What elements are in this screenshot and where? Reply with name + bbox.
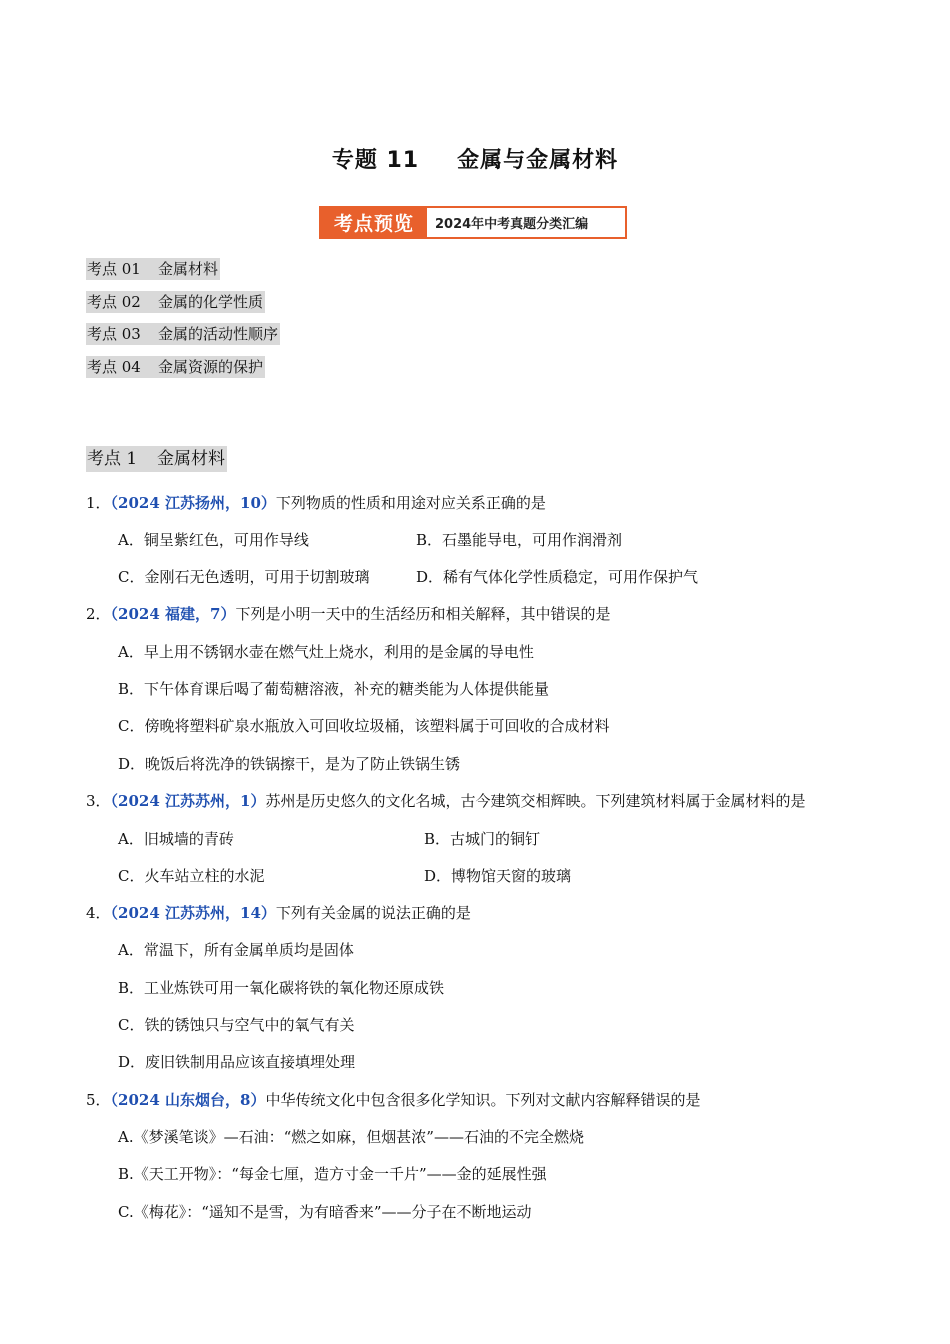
- option-a: A.《梦溪笔谈》—石油：“燃之如麻，但烟甚浓”——石油的不完全燃烧: [118, 1128, 584, 1146]
- option-d: D．晚饭后将洗净的铁锅擦干，是为了防止铁锅生锈: [118, 755, 461, 773]
- question-source: （2024 江苏苏州，1）: [110, 792, 266, 810]
- topic-label: 金属的化学性质: [158, 292, 264, 311]
- option-c: C.《梅花》：“遥知不是雪，为有暗香来”——分子在不断地运动: [118, 1203, 532, 1221]
- question-stem: [86, 603, 610, 625]
- question-number: 5．: [86, 1091, 111, 1109]
- question-stem: [86, 492, 546, 514]
- question-stem: [86, 790, 805, 812]
- option-b: B．工业炼铁可用一氧化碳将铁的氧化物还原成铁: [118, 979, 445, 997]
- option-b: B．下午体育课后喝了葡萄糖溶液，补充的糖类能为人体提供能量: [118, 680, 550, 698]
- question-stem: [86, 902, 471, 924]
- question-number: 3．: [86, 792, 111, 810]
- option-c: C．金刚石无色透明，可用于切割玻璃: [118, 568, 370, 586]
- topic-num: 考点 02: [87, 292, 141, 311]
- option-d: D．稀有气体化学性质稳定，可用作保护气: [416, 568, 699, 586]
- option-b: B.《天工开物》：“每金七厘，造方寸金一千片”——金的延展性强: [118, 1165, 547, 1183]
- question-text: 中华传统文化中包含很多化学知识。下列对文献内容解释错误的是: [265, 1091, 701, 1109]
- option-a: A．旧城墙的青砖: [118, 830, 234, 848]
- question-source: （2024 江苏扬州，10）: [110, 494, 276, 512]
- option-d: D．废旧铁制用品应该直接填埋处理: [118, 1053, 356, 1071]
- topic-label: 金属资源的保护: [158, 358, 264, 377]
- topic-item: [86, 258, 220, 280]
- topic-num: 考点 04: [87, 358, 141, 377]
- topic-item: [86, 323, 280, 345]
- question-number: 4．: [86, 904, 111, 922]
- question-stem: [86, 1089, 700, 1111]
- topic-num: 考点 03: [87, 325, 141, 344]
- page-title: [0, 143, 950, 174]
- question-text: 下列是小明一天中的生活经历和相关解释，其中错误的是: [235, 605, 611, 623]
- question-number: 2．: [86, 605, 111, 623]
- option-b: B．石墨能导电，可用作润滑剂: [416, 531, 623, 549]
- topic-label: 金属的活动性顺序: [158, 325, 279, 344]
- topic-num: 考点 01: [87, 260, 141, 278]
- question-source: （2024 福建，7）: [110, 605, 236, 623]
- question-text: 苏州是历史悠久的文化名城，古今建筑交相辉映。下列建筑材料属于金属材料的是: [265, 792, 806, 810]
- question-text: 下列有关金属的说法正确的是: [275, 904, 471, 922]
- option-a: A．常温下，所有金属单质均是固体: [118, 941, 354, 959]
- option-c: C．火车站立柱的水泥: [118, 867, 265, 885]
- topic-label: 金属材料: [158, 260, 219, 278]
- question-source: （2024 山东烟台，8）: [110, 1091, 266, 1109]
- option-a: A．铜呈紫红色，可用作导线: [118, 531, 309, 549]
- topic-list: [86, 258, 280, 389]
- topic-item: [86, 356, 265, 378]
- title-prefix: 专题 11: [331, 148, 420, 173]
- section-heading: [86, 446, 227, 472]
- preview-badge: [319, 206, 627, 239]
- option-a: A．早上用不锈钢水壶在燃气灶上烧水，利用的是金属的导电性: [118, 643, 534, 661]
- question-source: （2024 江苏苏州，14）: [110, 904, 276, 922]
- badge-text: 2024年中考真题分类汇编: [435, 217, 589, 232]
- option-b: B．古城门的铜钉: [424, 830, 541, 848]
- option-d: D．博物馆天窗的玻璃: [424, 867, 572, 885]
- section-label: 金属材料: [157, 449, 225, 469]
- badge-label: 考点预览: [321, 208, 427, 237]
- question-text: 下列物质的性质和用途对应关系正确的是: [275, 494, 546, 512]
- option-c: C．铁的锈蚀只与空气中的氧气有关: [118, 1016, 355, 1034]
- question-number: 1．: [86, 494, 111, 512]
- section-num: 考点 1: [87, 449, 138, 469]
- option-c: C．傍晚将塑料矿泉水瓶放入可回收垃圾桶，该塑料属于可回收的合成材料: [118, 717, 610, 735]
- topic-item: [86, 291, 265, 313]
- title-main: 金属与金属材料: [457, 148, 619, 173]
